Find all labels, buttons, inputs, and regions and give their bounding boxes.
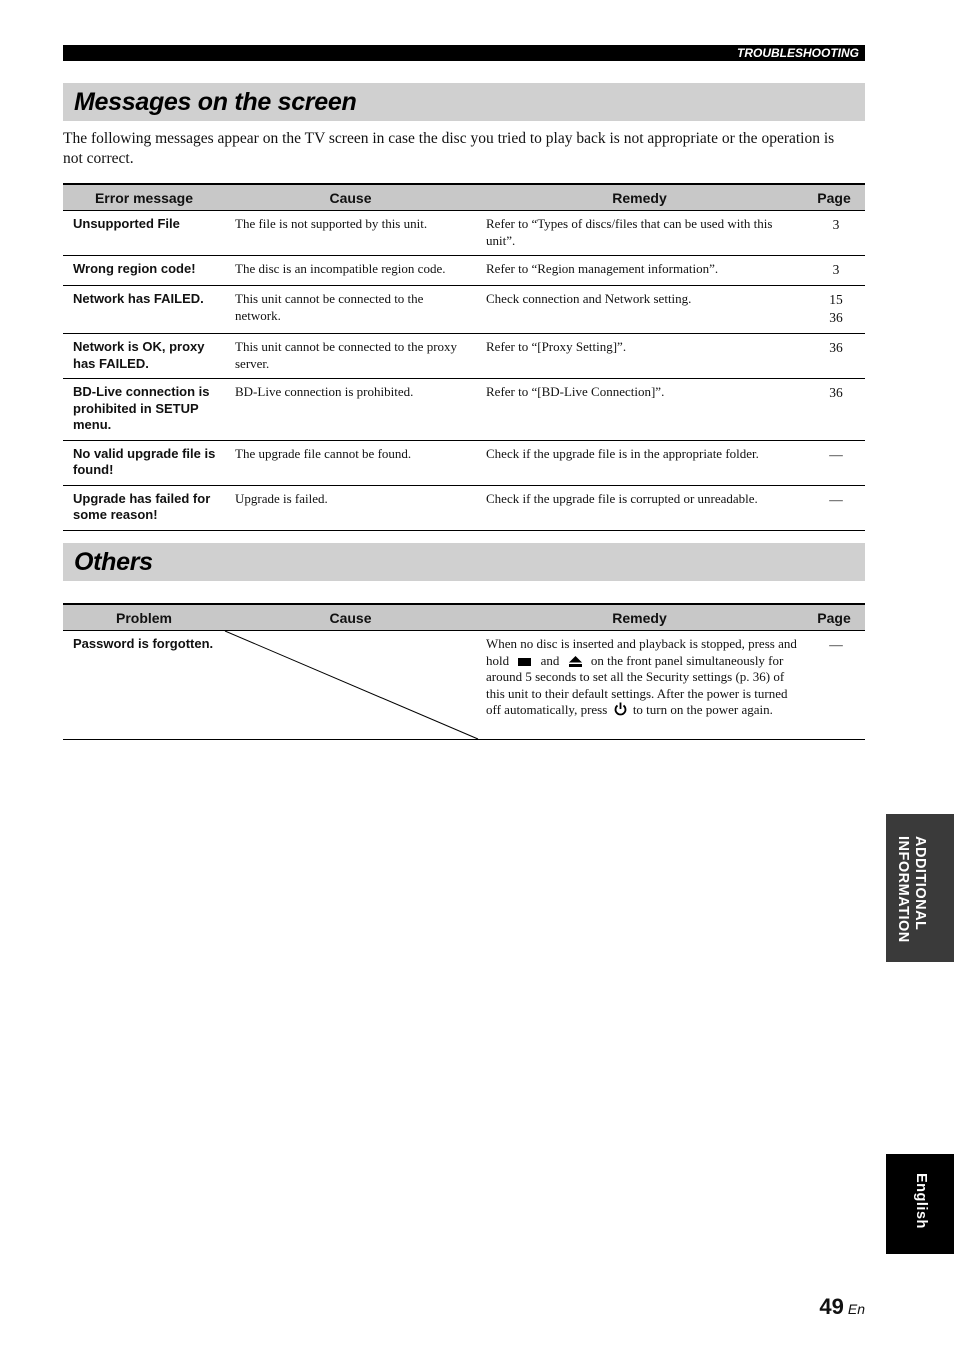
remedy-cell: Refer to “[BD-Live Connection]”. (476, 379, 803, 441)
table-row (63, 485, 865, 530)
table-header-row (63, 604, 865, 631)
error-message: BD-Live connection is prohibited in SETUP menu. (63, 379, 225, 441)
col-header: Cause (225, 604, 476, 631)
stop-icon (518, 658, 531, 667)
cause-cell: BD-Live connection is prohibited. (225, 379, 476, 441)
page-cell: 36 (803, 334, 865, 379)
col-header: Page (803, 184, 865, 211)
col-header: Page (803, 604, 865, 631)
error-message: Unsupported File (63, 211, 225, 256)
page-number-value: 49 (819, 1294, 844, 1319)
problem-cell: Password is forgotten. (63, 631, 225, 740)
error-message: No valid upgrade file is found! (63, 440, 225, 485)
remedy-text: and (540, 652, 560, 668)
table-header-row (63, 184, 865, 211)
empty-cell-diagonal (224, 630, 480, 740)
page-cell: 3 (803, 211, 865, 256)
page-cell: — (803, 631, 865, 740)
error-message: Upgrade has failed for some reason! (63, 485, 225, 530)
others-section-header (63, 543, 865, 581)
remedy-cell: Refer to “[Proxy Setting]”. (476, 334, 803, 379)
col-header: Remedy (476, 604, 803, 631)
error-message: Network is OK, proxy has FAILED. (63, 334, 225, 379)
section-label: TROUBLESHOOTING (737, 46, 859, 60)
error-message: Network has FAILED. (63, 286, 225, 334)
table-row (63, 334, 865, 379)
others-title: Others (74, 548, 153, 576)
cause-cell: The file is not supported by this unit. (225, 211, 476, 256)
page-number (819, 1294, 865, 1320)
table-row (63, 286, 865, 334)
error-message: Wrong region code! (63, 256, 225, 286)
page-cell: 3 (803, 256, 865, 286)
table-row (63, 379, 865, 441)
remedy-cell: Check connection and Network setting. (476, 286, 803, 334)
messages-intro: The following messages appear on the TV screen in case the disc you tried to play back is not appropriate or the operation is not correct. (63, 130, 835, 167)
eject-icon (569, 656, 582, 667)
messages-section-header (63, 83, 865, 121)
col-header: Error message (63, 184, 225, 211)
remedy-cell: Refer to “Types of discs/files that can be used with this unit”. (476, 211, 803, 256)
remedy-text: to turn on the power again. (632, 702, 773, 717)
cause-cell: The upgrade file cannot be found. (225, 440, 476, 485)
page-lang-code: En (847, 1301, 865, 1317)
remedy-cell (476, 631, 803, 740)
cause-cell: This unit cannot be connected to the network. (225, 286, 476, 334)
remedy-text: When no disc is inserted and playback is stopped, press and hold (486, 636, 797, 668)
side-tab-language (886, 1154, 954, 1254)
col-header: Cause (225, 184, 476, 211)
side-tab-label: ADDITIONAL INFORMATION (895, 836, 928, 943)
remedy-cell: Refer to “Region management information”. (476, 256, 803, 286)
side-tab-label: English (913, 1173, 929, 1229)
side-tab-additional-information (886, 814, 954, 962)
col-header: Remedy (476, 184, 803, 211)
header-bar (63, 45, 865, 61)
cause-cell: This unit cannot be connected to the proxy server. (225, 334, 476, 379)
col-header: Problem (63, 604, 225, 631)
remedy-cell: Check if the upgrade file is in the appropriate folder. (476, 440, 803, 485)
page-cell: — (803, 485, 865, 530)
messages-table (63, 183, 865, 531)
table-row (63, 211, 865, 256)
messages-title: Messages on the screen (74, 88, 357, 116)
table-row (63, 256, 865, 286)
page-cell: 15 36 (803, 286, 865, 334)
page-cell: — (803, 440, 865, 485)
power-icon (614, 702, 627, 716)
cause-cell: The disc is an incompatible region code. (225, 256, 476, 286)
page-cell: 36 (803, 379, 865, 441)
cause-cell: Upgrade is failed. (225, 485, 476, 530)
table-row (63, 440, 865, 485)
remedy-cell: Check if the upgrade file is corrupted or unreadable. (476, 485, 803, 530)
remedy-text: on the front panel simultaneously for around 5 seconds to set all the Security settings (p. 36) of this unit to their default settings. After the power is turned off automatically, press (486, 652, 788, 717)
